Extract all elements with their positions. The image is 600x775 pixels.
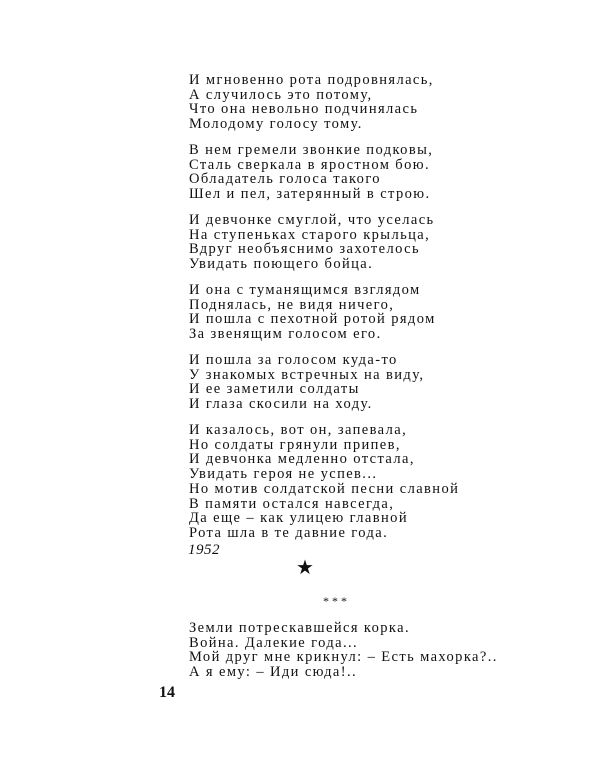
stanza (189, 423, 415, 481)
verse-line: И казалось, вот он, запевала, (189, 422, 408, 438)
stanza (189, 213, 435, 271)
verse-line: Мой друг мне крикнул: – Есть махорка?.. (189, 649, 498, 666)
verse-line: И ее заметили солдаты (189, 381, 360, 398)
verse-line: А я ему: – Иди сюда!.. (189, 663, 358, 680)
verse-line: Рота шла в те давние года. (189, 524, 389, 541)
poem-date: 1952 (188, 542, 220, 558)
verse-line: У знакомых встречных на виду, (189, 366, 425, 383)
verse-line: На ступеньках старого крыльца, (189, 226, 431, 243)
verse-line: Что она невольно подчинялась (189, 101, 419, 118)
verse-line: И девчонка медленно отстала, (189, 451, 415, 468)
verse-line: Увидать героя не успев... (189, 465, 378, 482)
verse-line: За звенящим голосом его. (189, 325, 382, 342)
stanza (189, 143, 433, 201)
verse-line: Молодому голосу тому. (189, 115, 363, 132)
stanza (189, 621, 498, 679)
stanza (189, 73, 434, 131)
stanza (189, 482, 459, 540)
verse-line: А случилось это потому, (189, 86, 373, 103)
verse-line: Да еще – как улицею главной (189, 510, 408, 527)
verse-line: И мгновенно рота подровнялась, (189, 72, 434, 88)
verse-line: И девчонке смуглой, что уселась (189, 212, 435, 228)
verse-line: И пошла с пехотной ротой рядом (189, 311, 436, 328)
verse-line: Но мотив солдатской песни славной (189, 481, 460, 497)
verse-line: Земли потрескавшейся корка. (189, 620, 411, 636)
verse-line: Шел и пел, затерянный в строю. (189, 185, 431, 202)
asterism-title: * * * (323, 594, 347, 608)
stanza (189, 353, 424, 411)
verse-line: И она с туманящимся взглядом (189, 282, 421, 298)
verse-line: Поднялась, не видя ничего, (189, 296, 395, 313)
star-separator-icon: ★ (296, 557, 314, 579)
verse-line: И пошла за голосом куда-то (189, 352, 398, 368)
verse-line: Вдруг необъяснимо захотелось (189, 241, 420, 258)
verse-line: В нем гремели звонкие подковы, (189, 142, 434, 158)
verse-line: Сталь сверкала в яростном бою. (189, 156, 430, 173)
verse-line: Но солдаты грянули припев, (189, 436, 401, 453)
verse-line: В памяти остался навсегда, (189, 495, 395, 512)
stanza (189, 283, 436, 341)
verse-line: Война. Далекие года... (189, 634, 359, 651)
verse-line: Обладатель голоса такого (189, 171, 381, 188)
verse-line: И глаза скосили на ходу. (189, 395, 373, 412)
page-number: 14 (159, 684, 175, 701)
verse-line: Увидать поющего бойца. (189, 255, 374, 272)
